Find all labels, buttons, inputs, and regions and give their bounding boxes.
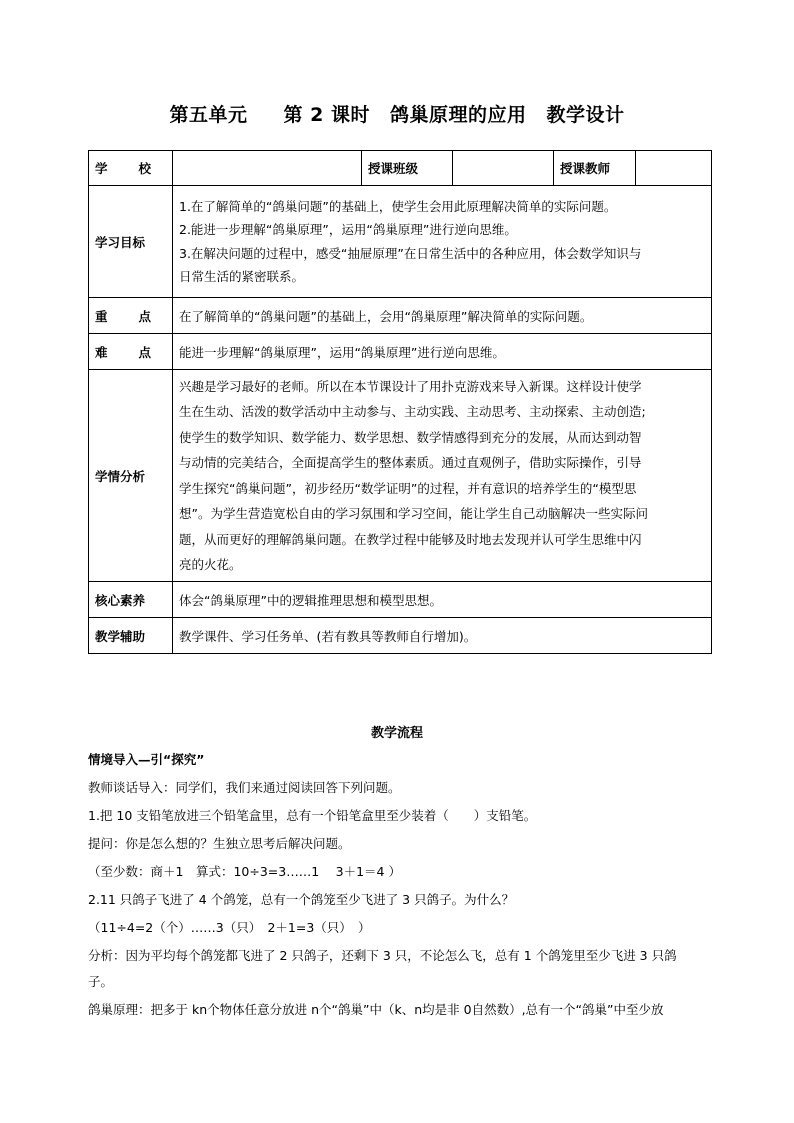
- school-label: 学 校: [89, 151, 173, 186]
- flow-line: 2.11 只鸽子飞进了 4 个鸽笼，总有一个鸽笼至少飞进了 3 只鸽子。为什么？: [88, 892, 515, 907]
- goal-line: 日常生活的紧密联系。: [179, 269, 305, 284]
- key-value: 在了解简单的“鸽巢问题”的基础上，会用“鸽巢原理”解决简单的实际问题。: [173, 298, 712, 334]
- document-title: [0, 100, 794, 127]
- goal-line: 2.能进一步理解“鸽巢原理”，运用“鸽巢原理”进行逆向思维。: [179, 222, 517, 237]
- table-row: [89, 618, 712, 654]
- flow-line: （11÷4=2（个）……3（只） 2＋1=3（只） ）: [88, 920, 371, 935]
- flow-line: 子。: [88, 974, 114, 989]
- flow-line: 分析：因为平均每个鸽笼都飞进了 2 只鸽子，还剩下 3 只，不论怎么飞，总有 1 个鸽笼里至少飞进 3 只鸽: [88, 948, 677, 963]
- analysis-cell: [173, 370, 712, 582]
- school-value: [173, 151, 362, 186]
- teaching-flow: [0, 722, 794, 1017]
- flow-line: 1.把 10 支铅笔放进三个铅笔盒里，总有一个铅笔盒里至少装着（ ）支铅笔。: [88, 808, 537, 823]
- analysis-line: 题，从而更好的理解鸽巢问题。在教学过程中能够及时地去发现并认可学生思维中闪: [179, 531, 642, 547]
- analysis-label: 学情分析: [89, 370, 173, 582]
- analysis-line: 亮的火花。: [179, 557, 242, 572]
- goals-label: 学习目标: [89, 186, 173, 298]
- analysis-line: 学生探究“鸽巢问题”，初步经历“数学证明”的过程，并有意识的培养学生的“模型思: [179, 480, 637, 496]
- title-type: 教学设计: [546, 104, 625, 126]
- table-row: [89, 186, 712, 298]
- flow-line: 教师谈话导入：同学们，我们来通过阅读回答下列问题。: [88, 780, 401, 795]
- title-unit: 第五单元: [169, 104, 248, 126]
- class-value: [453, 151, 554, 186]
- analysis-line: 生在生动、活泼的数学活动中主动参与、主动实践、主动思考、主动探索、主动创造;: [179, 404, 646, 419]
- teacher-value: [636, 151, 712, 186]
- analysis-line: 使学生的数学知识、数学能力、数学思想、数学情感得到充分的发展，从而达到动智: [179, 429, 642, 445]
- title-topic: 鸽巢原理的应用: [389, 104, 527, 126]
- goals-cell: [173, 186, 712, 298]
- goal-line: 1.在了解简单的“鸽巢问题”的基础上，使学生会用此原理解决简单的实际问题。: [179, 198, 617, 214]
- class-label: 授课班级: [362, 151, 453, 186]
- aids-label: 教学辅助: [89, 618, 173, 654]
- difficult-label: 难 点: [89, 334, 173, 370]
- aids-value: 教学课件、学习任务单、(若有教具等教师自行增加)。: [173, 618, 712, 654]
- core-label: 核心素养: [89, 582, 173, 618]
- analysis-line: 与动情的完美结合，全面提高学生的整体素质。通过直观例子，借助实际操作，引导: [179, 455, 642, 470]
- table-row: [89, 298, 712, 334]
- analysis-line: 想”。为学生营造宽松自由的学习氛围和学习空间，能让学生自己动脑解决一些实际问: [179, 506, 648, 521]
- table-row: [89, 151, 712, 186]
- table-row: [89, 334, 712, 370]
- teacher-label: 授课教师: [554, 151, 636, 186]
- title-lesson: 第 2 课时: [283, 104, 370, 126]
- goal-line: 3.在解决问题的过程中，感受“抽屉原理”在日常生活中的各种应用，体会数学知识与: [179, 245, 642, 261]
- table-row: [89, 370, 712, 582]
- flow-line: 提问：你是怎么想的？生独立思考后解决问题。: [88, 836, 351, 851]
- flow-line: 鸽巢原理：把多于 kn个物体任意分放进 n个“鸽巢”中（k、n均是非 0自然数）,总有一个“鸽巢”中至少放: [88, 1002, 664, 1017]
- table-row: [89, 582, 712, 618]
- key-label: 重 点: [89, 298, 173, 334]
- lesson-plan-table: [88, 150, 712, 654]
- analysis-line: 兴趣是学习最好的老师。所以在本节课设计了用扑克游戏来导入新课。这样设计使学: [179, 378, 642, 394]
- flow-title: 教学流程: [370, 726, 423, 741]
- flow-section-heading: 情境导入—引“探究”: [88, 752, 205, 767]
- flow-line: （至少数：商＋1 算式：10÷3=3……1 3＋1＝4 ）: [88, 864, 401, 879]
- core-value: 体会“鸽巢原理”中的逻辑推理思想和模型思想。: [173, 582, 712, 618]
- difficult-value: 能进一步理解“鸽巢原理”，运用“鸽巢原理”进行逆向思维。: [173, 334, 712, 370]
